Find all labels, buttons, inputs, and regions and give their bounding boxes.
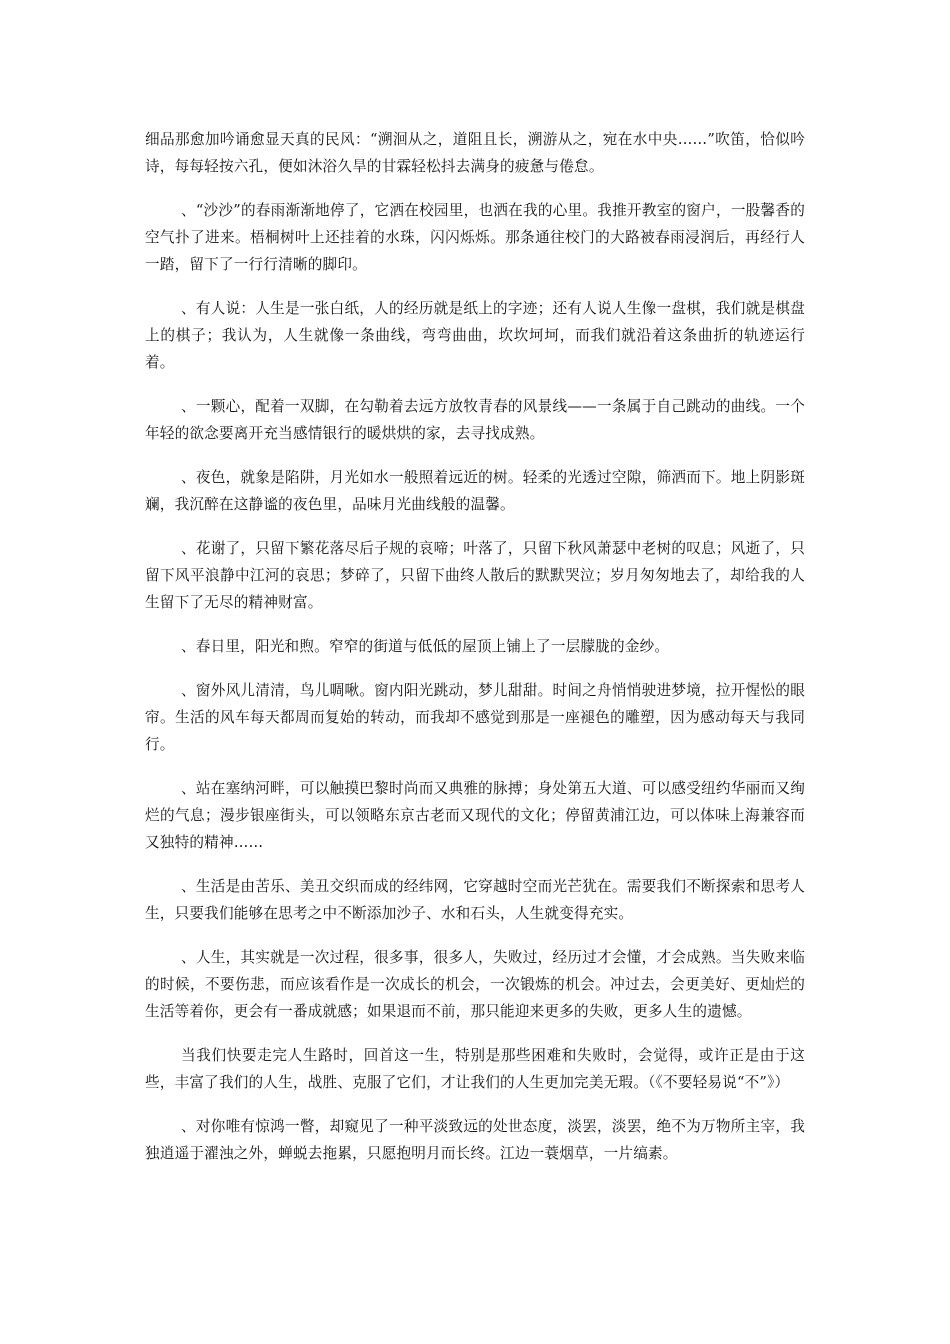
paragraph-6: 、花谢了，只留下繁花落尽后子规的哀啼；叶落了，只留下秋风萧瑟中老树的叹息；风逝了，只留下风平浪静中江河的哀思；梦碎了，只留下曲终人散后的默默哭泣；岁月匆匆地去了，却给我的人生留下了无尽的精神财富。 (145, 540, 805, 611)
paragraph-10: 、生活是由苦乐、美丑交织而成的经纬网，它穿越时空而光芒犹在。需要我们不断探索和思考人生，只要我们能够在思考之中不断添加沙子、水和石头，人生就变得充实。 (145, 878, 805, 922)
paragraph-12: 当我们快要走完人生路时，回首这一生，特别是那些困难和失败时，会觉得，或许正是由于这些，丰富了我们的人生，战胜、克服了它们，才让我们的人生更加完美无瑕。（《不要轻易说“不”》） (145, 1047, 805, 1091)
paragraph-7: 、春日里，阳光和煦。窄窄的街道与低低的屋顶上铺上了一层朦胧的金纱。 (181, 638, 670, 655)
paragraph-5: 、夜色，就象是陷阱，月光如水一般照着远近的树。轻柔的光透过空隙，筛洒而下。地上阴影斑斓，我沉醉在这静谧的夜色里，品味月光曲线般的温馨。 (145, 469, 805, 513)
paragraph-4: 、一颗心，配着一双脚，在勾勒着去远方放牧青春的风景线——一条属于自己跳动的曲线。一个年轻的欲念要离开充当感情银行的暖烘烘的家，去寻找成熟。 (145, 398, 805, 442)
paragraph-13: 、对你唯有惊鸿一瞥，却窥见了一种平淡致远的处世态度，淡罢，淡罢，绝不为万物所主宰，我独逍遥于濯浊之外，蝉蜕去拖累，只愿抱明月而长终。江边一蓑烟草，一片缟素。 (145, 1118, 805, 1162)
paragraph-9: 、站在塞纳河畔，可以触摸巴黎时尚而又典雅的脉搏；身处第五大道、可以感受纽约华丽而又绚烂的气息；漫步银座街头，可以领略东京古老而又现代的文化；停留黄浦江边，可以体味上海兼容而又独特的精神…… (145, 780, 805, 851)
paragraph-1: 细品那愈加吟诵愈显天真的民风：“溯洄从之，道阻且长，溯游从之，宛在水中央……”吹笛，恰似吟诗，每每轻按六孔，便如沐浴久旱的甘霖轻松抖去满身的疲惫与倦怠。 (145, 131, 805, 175)
paragraph-11: 、人生，其实就是一次过程，很多事，很多人，失败过，经历过才会懂，才会成熟。当失败来临的时候，不要伤悲，而应该看作是一次成长的机会，一次锻炼的机会。冲过去，会更美好、更灿烂的生活等着你，更会有一番成就感；如果退而不前，那只能迎来更多的失败，更多人生的遗憾。 (145, 949, 805, 1020)
document-page (145, 126, 805, 1184)
paragraph-2: 、“沙沙”的春雨渐渐地停了，它洒在校园里，也洒在我的心里。我推开教室的窗户，一股馨香的空气扑了进来。梧桐树叶上还挂着的水珠，闪闪烁烁。那条通往校门的大路被春雨浸润后，再经行人一踏，留下了一行行清晰的脚印。 (145, 202, 805, 273)
paragraph-3: 、有人说：人生是一张白纸，人的经历就是纸上的字迹；还有人说人生像一盘棋，我们就是棋盘上的棋子；我认为，人生就像一条曲线，弯弯曲曲，坎坎坷坷，而我们就沿着这条曲折的轨迹运行着。 (145, 300, 805, 371)
paragraph-8: 、窗外风儿清清，鸟儿啁啾。窗内阳光跳动，梦儿甜甜。时间之舟悄悄驶进梦境，拉开惺忪的眼帘。生活的风车每天都周而复始的转动，而我却不感觉到那是一座褪色的雕塑，因为感动每天与我同行。 (145, 682, 805, 753)
